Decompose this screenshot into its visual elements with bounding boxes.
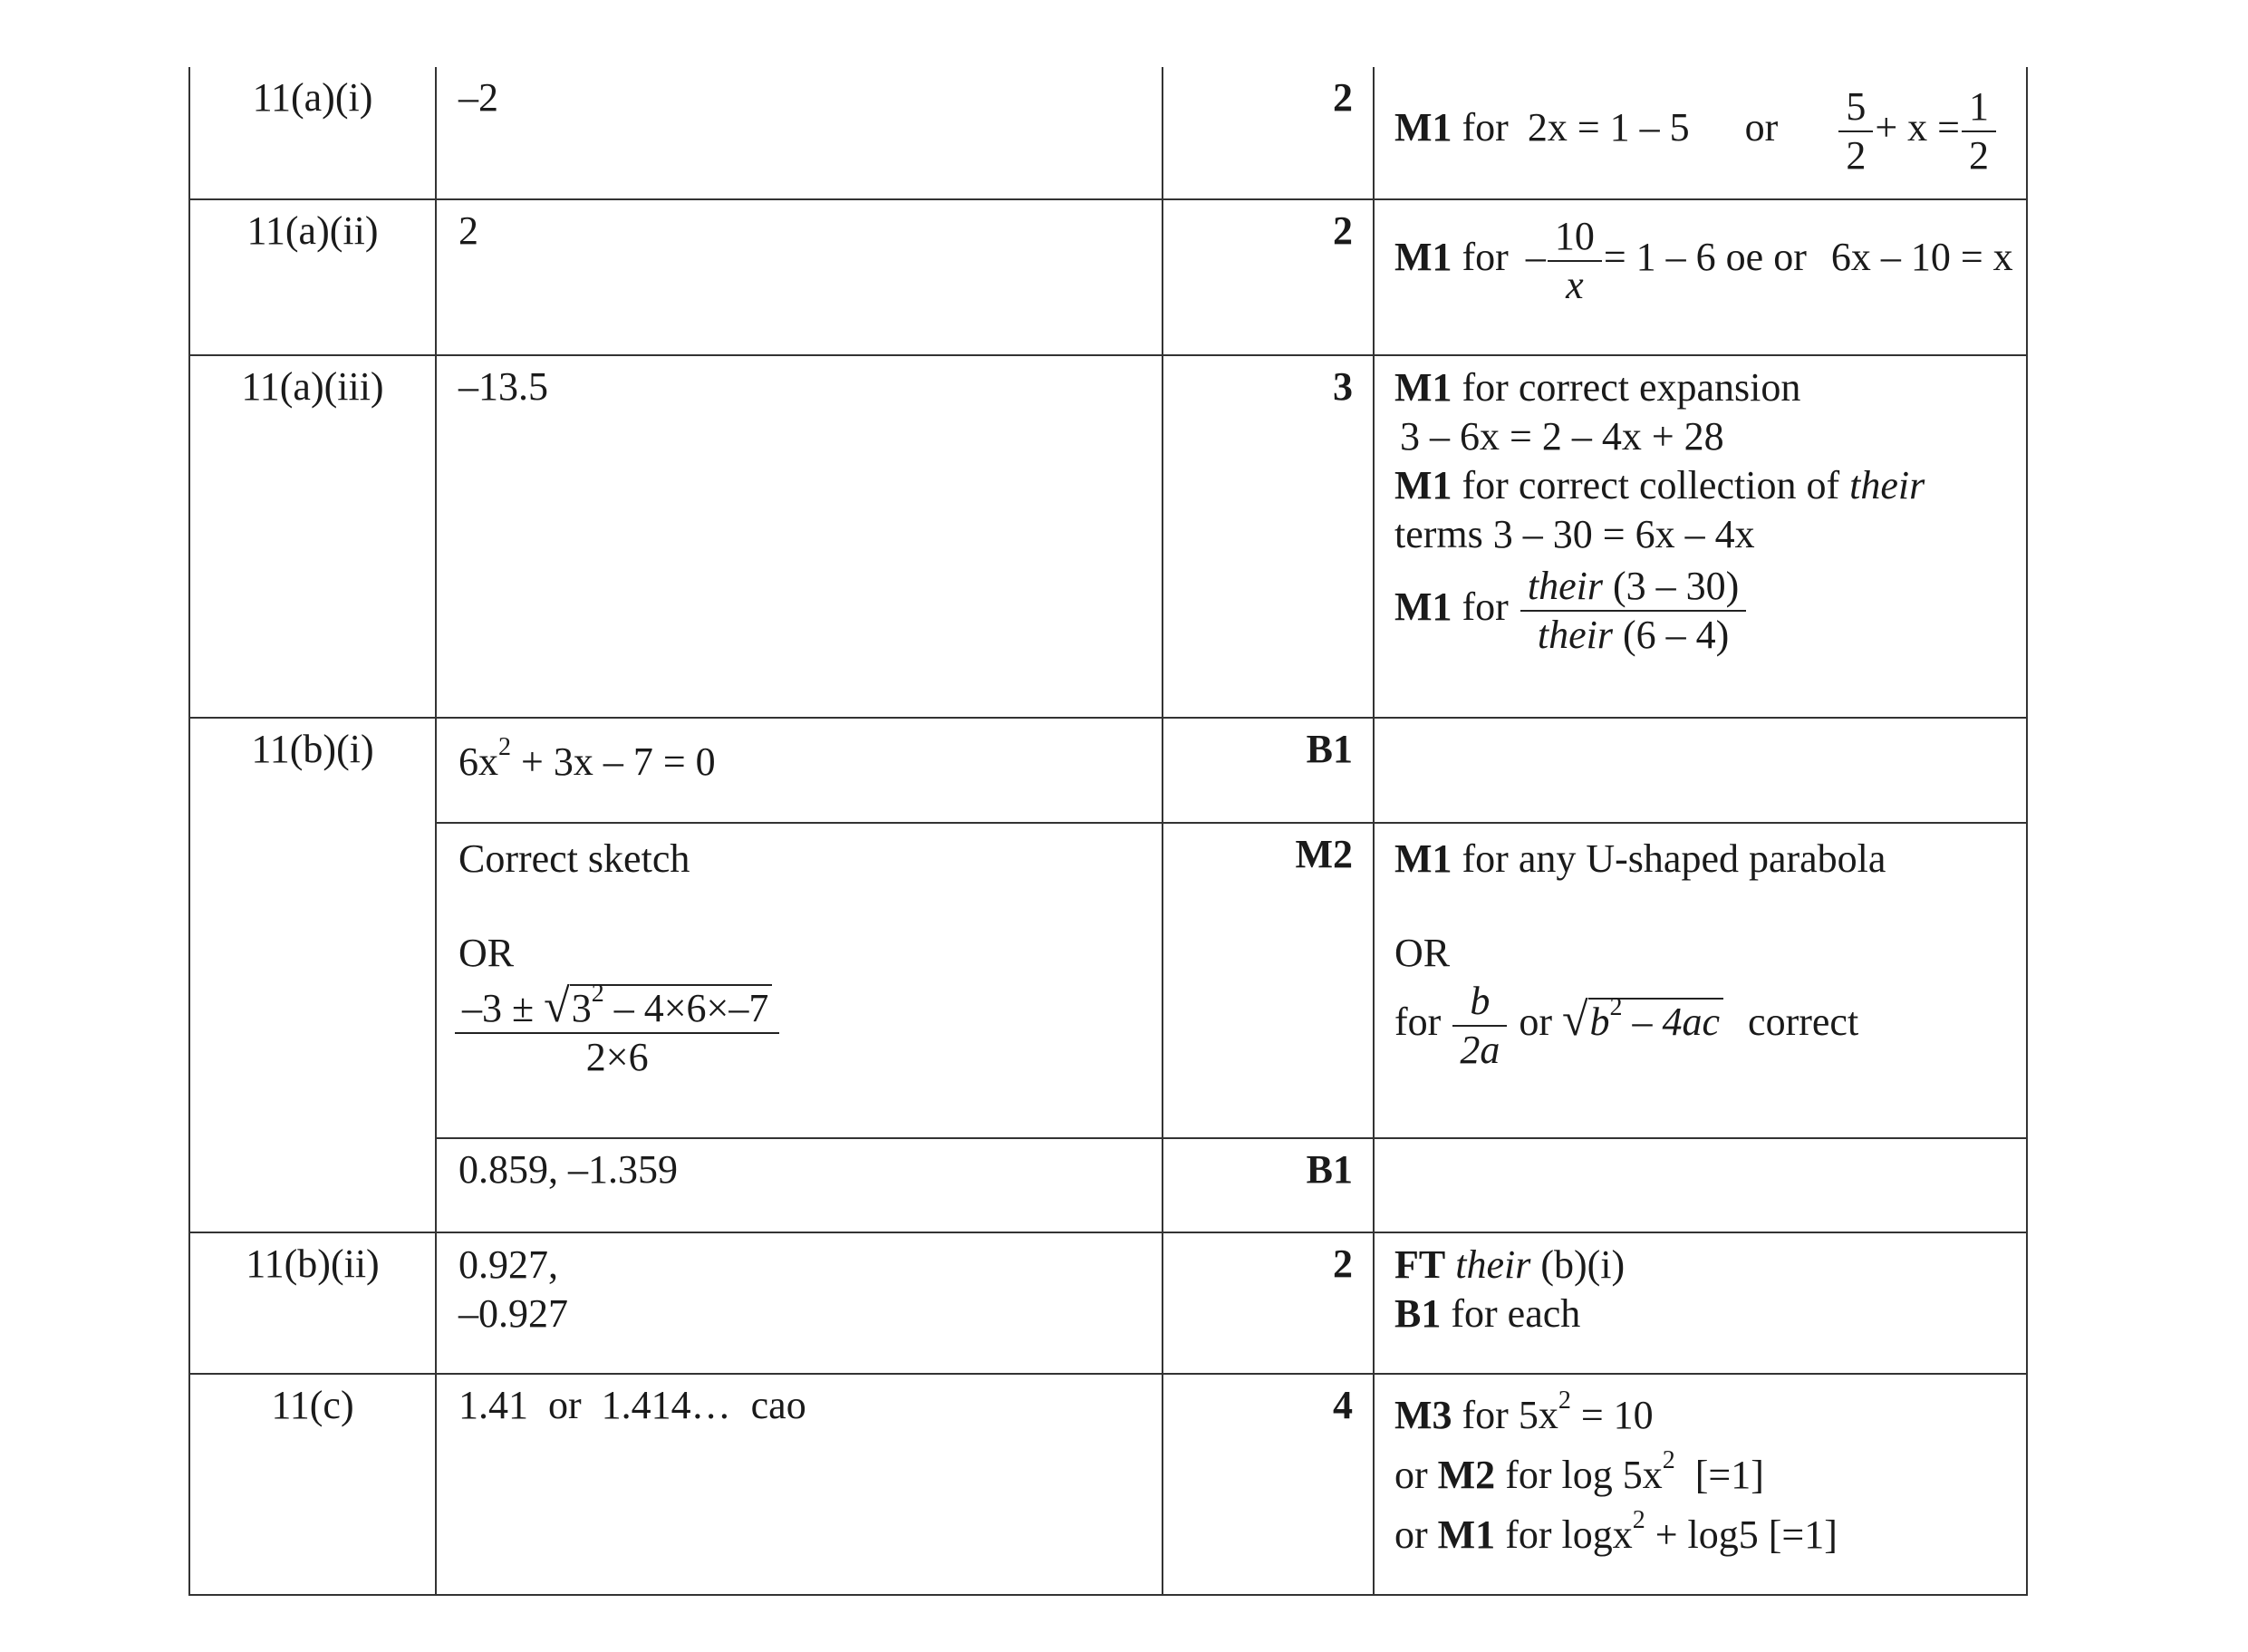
table-row <box>189 355 2027 718</box>
equation: 3 – 6x = 2 – 4x + 28 <box>1400 414 1724 459</box>
fraction: $\frac{b}{2a}$ <box>1456 978 1503 1074</box>
table-row <box>189 1232 2027 1374</box>
answer-cell: 2 <box>436 199 1163 355</box>
guidance-cell: M1 for any U-shaped parabola OR for $\frac{b}{2a}$ or $√b^2 - 4ac$ correct <box>1374 823 2027 1138</box>
guidance-cell: M1 for – $\frac{10}{x}$ = 1 – 6 oe or 6x – 10 = x <box>1374 199 2027 355</box>
answer-cell: 0.859, –1.359 <box>436 1138 1163 1232</box>
table-row <box>189 718 2027 823</box>
answer-cell: 0.927, –0.927 <box>436 1232 1163 1374</box>
mark-scheme-table <box>188 67 2028 1596</box>
marks-cell: 3 <box>1163 355 1374 718</box>
guidance-cell: M1 for 2x = 1 – 5 or $\frac{5}{2}$ + x = $\frac{1}{2}$ <box>1374 67 2027 199</box>
equation: 2x = 1 – 5 <box>1527 105 1690 150</box>
question-cell: 11(a)(ii) <box>189 199 436 355</box>
fraction: $\frac{10}{x}$ <box>1551 213 1598 309</box>
table-row <box>189 67 2027 199</box>
fraction: $\frac{\text{their (3 – 30)}}{\text{their (6 – 4)}}$ <box>1524 563 1742 659</box>
mark-code: M1 <box>1394 463 1452 507</box>
table-row <box>189 199 2027 355</box>
equation: 6x – 10 = x <box>1830 235 2013 280</box>
answer-cell: –13.5 <box>436 355 1163 718</box>
guidance-cell <box>1374 718 2027 823</box>
guidance-cell: M1 for correct expansion 3 – 6x = 2 – 4x + 28 M1 for correct collection of their terms 3 – 30 = 6x – 4x M1 for $\frac{\text{their (3 – 30)}}{\text{their (6 – 4)}}$ <box>1374 355 2027 718</box>
answer-cell: –2 <box>436 67 1163 199</box>
quadratic-formula: $\frac{-3 \pm √3^2 - 4\times 6\times-7}{2\times 6}$ <box>458 983 776 1081</box>
mark-code: M1 <box>1394 584 1452 630</box>
mark-code: M1 <box>1394 836 1452 881</box>
marks-cell: B1 <box>1163 1138 1374 1232</box>
question-cell: 11(a)(i) <box>189 67 436 199</box>
table-row <box>189 823 2027 1138</box>
mark-code: M1 <box>1394 105 1452 150</box>
marks-cell: 4 <box>1163 1374 1374 1595</box>
marks-cell: M2 <box>1163 823 1374 1138</box>
guidance-cell: M3 for $5x^2 = 10$ or M2 for $\log 5x^2$ [=1] or M1 for logx$^2$ + log5 [=1] <box>1374 1374 2027 1595</box>
mark-code: FT <box>1394 1242 1446 1287</box>
mark-code: M1 <box>1394 235 1452 280</box>
question-cell: 11(a)(iii) <box>189 355 436 718</box>
marks-cell: 2 <box>1163 67 1374 199</box>
mark-code: M2 <box>1437 1453 1496 1497</box>
guidance-cell <box>1374 1138 2027 1232</box>
marks-cell: 2 <box>1163 1232 1374 1374</box>
mark-code: B1 <box>1394 1291 1442 1336</box>
guidance-cell: FT their (b)(i) B1 for each <box>1374 1232 2027 1374</box>
question-cell: 11(c) <box>189 1374 436 1595</box>
answer-cell: $6x^2 + 3x - 7 = 0$ <box>436 718 1163 823</box>
marks-cell: 2 <box>1163 199 1374 355</box>
mark-code: M1 <box>1394 365 1452 410</box>
mark-code: M3 <box>1394 1393 1452 1437</box>
mark-code: M1 <box>1437 1512 1496 1557</box>
table-row <box>189 1138 2027 1232</box>
marks-cell: B1 <box>1163 718 1374 823</box>
fraction: $\frac{5}{2}$ <box>1842 83 1869 179</box>
answer-cell: Correct sketch OR $\frac{-3 \pm √3^2 - 4\times 6\times-7}{2\times 6}$ <box>436 823 1163 1138</box>
answer-cell: 1.41 or 1.414… cao <box>436 1374 1163 1595</box>
question-cell: 11(b)(ii) <box>189 1232 436 1374</box>
fraction: $\frac{1}{2}$ <box>1965 83 1992 179</box>
question-cell: 11(b)(i) <box>189 718 436 1232</box>
mark-scheme-table-wrapper <box>188 67 2028 1596</box>
table-row <box>189 1374 2027 1595</box>
